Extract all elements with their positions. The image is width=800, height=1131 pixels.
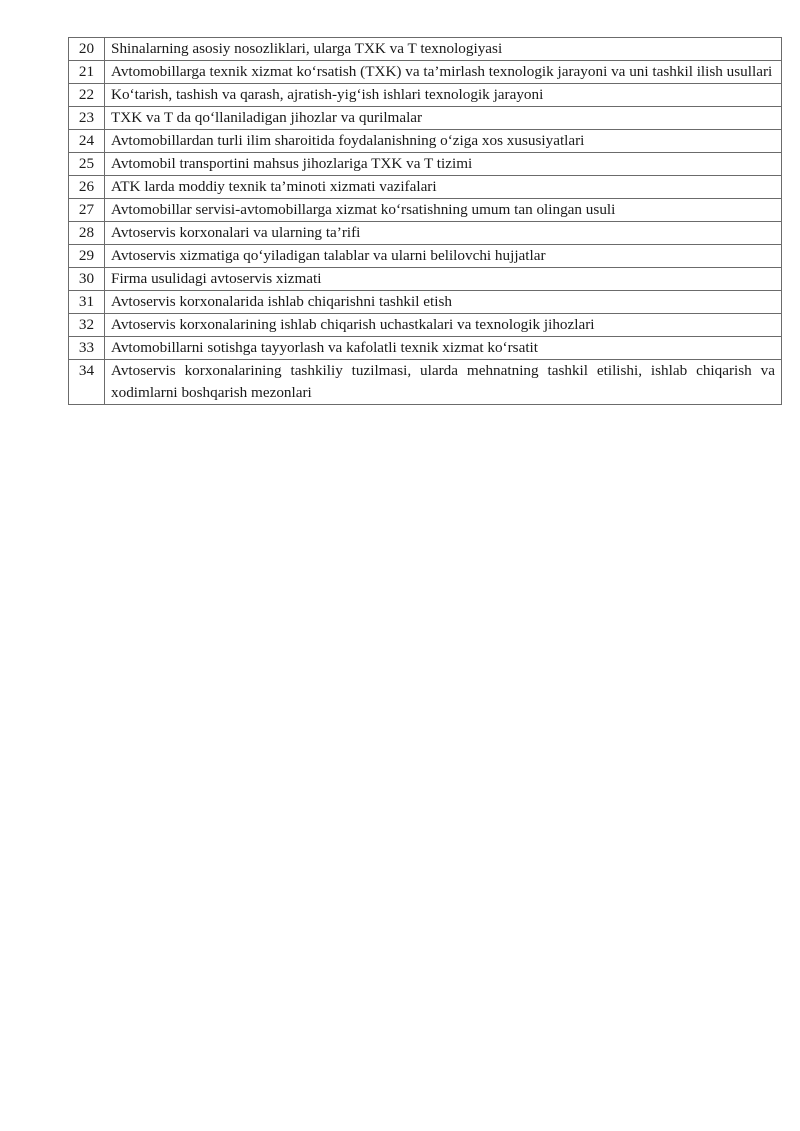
topic-text-cell: ATK larda moddiy texnik ta’minoti xizmati vazifalari (105, 176, 782, 199)
topic-text-cell: Ko‘tarish, tashish va qarash, ajratish-yig‘ish ishlari texnologik jarayoni (105, 84, 782, 107)
topic-text-cell: Avtomobil transportini mahsus jihozlariga TXK va T tizimi (105, 153, 782, 176)
row-number-cell: 30 (69, 268, 105, 291)
table-row (69, 153, 782, 176)
topic-text-cell: Avtoservis korxonalarining ishlab chiqarish uchastkalari va texnologik jihozlari (105, 314, 782, 337)
row-number-cell: 26 (69, 176, 105, 199)
row-number-cell: 23 (69, 107, 105, 130)
table-row (69, 176, 782, 199)
table-row (69, 199, 782, 222)
topic-text-cell: Avtomobillardan turli ilim sharoitida foydalanishning o‘ziga xos xususiyatlari (105, 130, 782, 153)
topic-text-cell: TXK va T da qo‘llaniladigan jihozlar va qurilmalar (105, 107, 782, 130)
topic-text-cell: Avtomobillar servisi-avtomobillarga xizmat ko‘rsatishning umum tan olingan usuli (105, 199, 782, 222)
table-row (69, 84, 782, 107)
table-row (69, 314, 782, 337)
row-number-cell: 27 (69, 199, 105, 222)
row-number-cell: 34 (69, 360, 105, 405)
row-number-cell: 25 (69, 153, 105, 176)
table-row (69, 61, 782, 84)
row-number-cell: 29 (69, 245, 105, 268)
table-row (69, 38, 782, 61)
row-number-cell: 32 (69, 314, 105, 337)
table-row (69, 268, 782, 291)
topics-table-body (69, 38, 782, 405)
row-number-cell: 24 (69, 130, 105, 153)
table-row (69, 291, 782, 314)
table-row (69, 130, 782, 153)
table-row (69, 245, 782, 268)
table-row (69, 360, 782, 405)
row-number-cell: 33 (69, 337, 105, 360)
row-number-cell: 28 (69, 222, 105, 245)
row-number-cell: 20 (69, 38, 105, 61)
topic-text-cell: Avtomobillarga texnik xizmat ko‘rsatish (TXK) va ta’mirlash texnologik jarayoni va uni tashkil ilish usullari (105, 61, 782, 84)
table-row (69, 337, 782, 360)
topic-text-cell: Shinalarning asosiy nosozliklari, ularga TXK va T texnologiyasi (105, 38, 782, 61)
topic-text-cell: Avtoservis korxonalarida ishlab chiqarishni tashkil etish (105, 291, 782, 314)
row-number-cell: 21 (69, 61, 105, 84)
row-number-cell: 22 (69, 84, 105, 107)
table-row (69, 222, 782, 245)
table-row (69, 107, 782, 130)
row-number-cell: 31 (69, 291, 105, 314)
topic-text-cell: Avtoservis korxonalari va ularning ta’rifi (105, 222, 782, 245)
topics-table (68, 37, 782, 405)
topic-text-cell: Avtomobillarni sotishga tayyorlash va kafolatli texnik xizmat ko‘rsatit (105, 337, 782, 360)
topic-text-cell: Avtoservis xizmatiga qo‘yiladigan talablar va ularni belilovchi hujjatlar (105, 245, 782, 268)
topic-text-cell: Firma usulidagi avtoservis xizmati (105, 268, 782, 291)
topic-text-cell: Avtoservis korxonalarining tashkiliy tuzilmasi, ularda mehnatning tashkil etilishi, ishlab chiqarish va xodimlarni boshqarish mezonlari (105, 360, 782, 405)
